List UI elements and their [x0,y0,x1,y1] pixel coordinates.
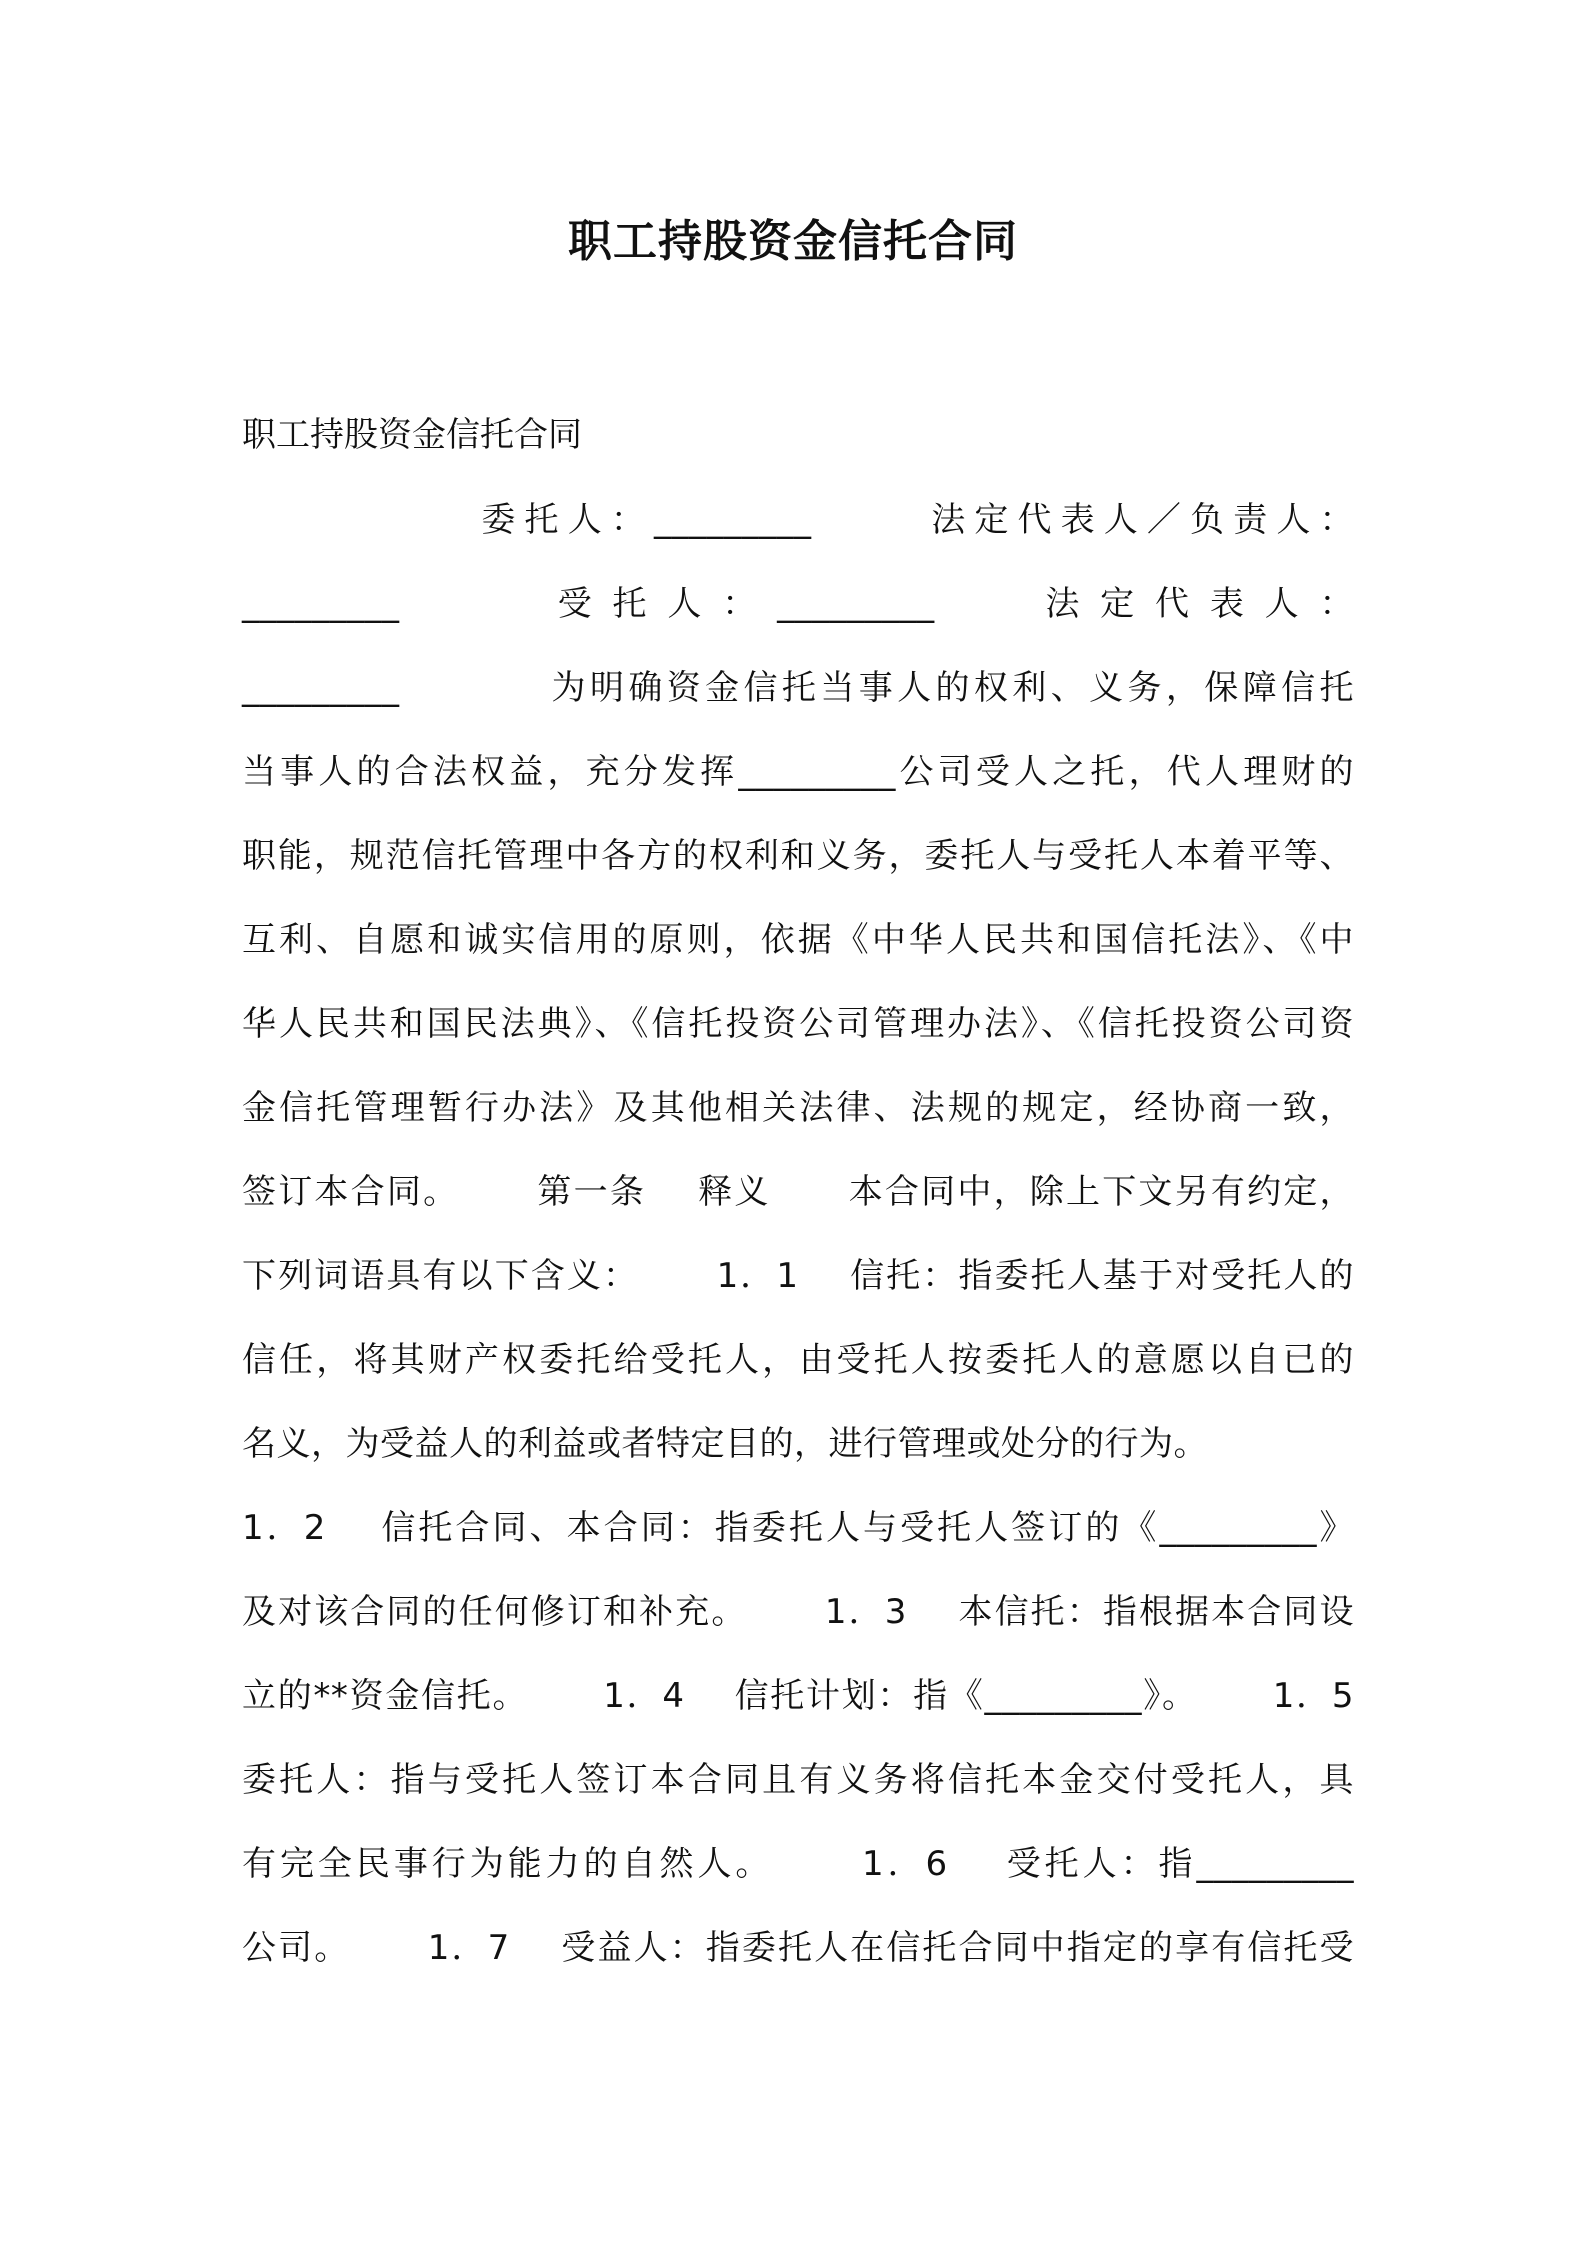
body-line: 1．2 信托合同、本合同：指委托人与受托人签订的《_________》 [242,1508,1354,1548]
body-line: 下列词语具有以下含义： 1．1 信托：指委托人基于对受托人的 [242,1256,1354,1296]
document-title: 职工持股资金信托合同 [568,216,1018,267]
body-line: 有完全民事行为能力的自然人。 1．6 受托人：指_________ [242,1844,1354,1884]
body-line: 立的**资金信托。 1．4 信托计划：指《_________》。 1．5 [242,1676,1354,1716]
body-line: 及对该合同的任何修订和补充。 1．3 本信托：指根据本合同设 [242,1592,1354,1632]
body-line: _________ 受 托 人 ： _________ 法 定 代 表 人 ： [242,584,1354,624]
body-line: 华人民共和国民法典》、《信托投资公司管理办法》、《信托投资公司资 [242,1004,1354,1044]
body-line: 签订本合同。 第一条 释义 本合同中，除上下文另有约定， [242,1172,1354,1212]
body-line: 公司。 1．7 受益人：指委托人在信托合同中指定的享有信托受 [242,1928,1354,1968]
body-line: 委托人：指与受托人签订本合同且有义务将信托本金交付受托人，具 [242,1760,1354,1800]
body-line: 当事人的合法权益，充分发挥_________公司受人之托，代人理财的 [242,752,1354,792]
body-line: 信任，将其财产权委托给受托人，由受托人按委托人的意愿以自已的 [242,1340,1354,1380]
body-line: 互利、自愿和诚实信用的原则，依据《中华人民共和国信托法》、《中 [242,920,1354,960]
body-line: 名义，为受益人的利益或者特定目的，进行管理或处分的行为。 [242,1424,1208,1464]
body-line: 金信托管理暂行办法》及其他相关法律、法规的规定，经协商一致， [242,1088,1354,1128]
document-subtitle: 职工持股资金信托合同 [242,415,582,455]
body-line: _________ 为明确资金信托当事人的权利、义务，保障信托 [242,668,1354,708]
body-line: 委托人：_________ 法定代表人／负责人： [242,500,1354,540]
body-line: 职能，规范信托管理中各方的权利和义务，委托人与受托人本着平等、 [242,836,1354,876]
